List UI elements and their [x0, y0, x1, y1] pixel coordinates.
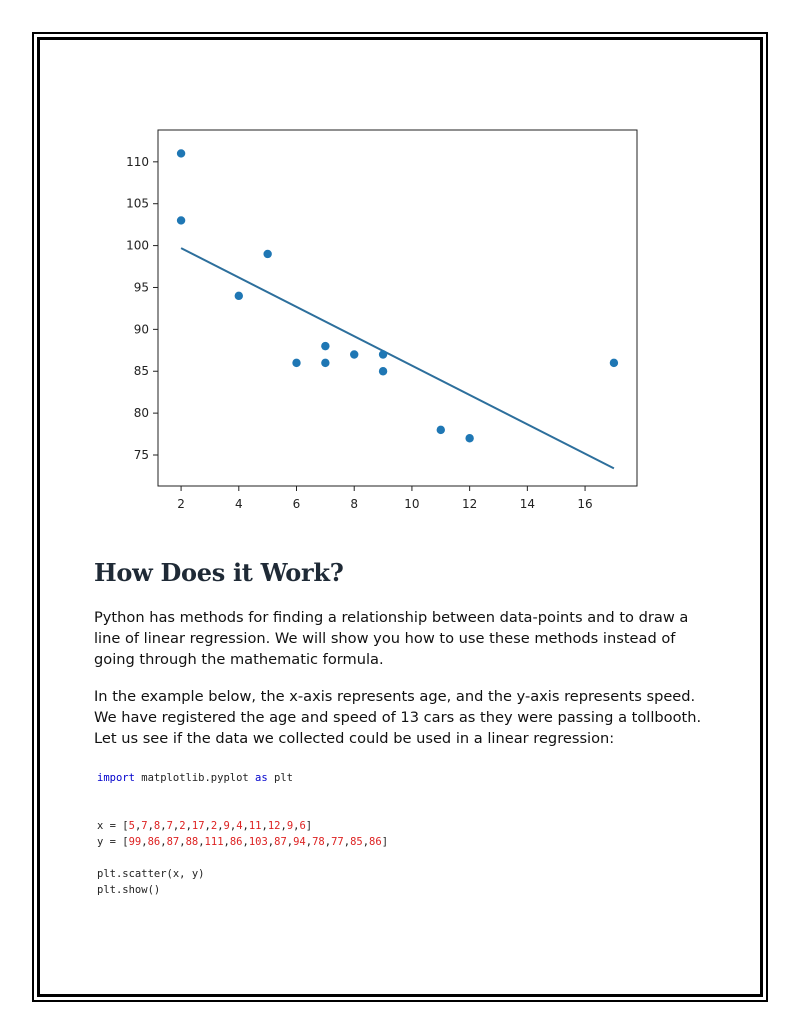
- code-y-number: 77: [331, 836, 344, 848]
- code-y-number: 87: [274, 836, 287, 848]
- y-tick-label: 105: [126, 196, 149, 211]
- x-tick-label: 8: [350, 497, 359, 511]
- code-line-x: x = [5,7,8,7,2,17,2,9,4,11,12,9,6]: [97, 820, 313, 832]
- x-tick-label: 10: [404, 497, 420, 511]
- code-y-number: 86: [147, 836, 161, 848]
- x-tick-label: 14: [519, 497, 535, 511]
- code-x-number: 9: [223, 820, 230, 832]
- example-paragraph: In the example below, the x-axis represents age, and the y-axis represents speed. We have registered the age and speed of 13 cars as they were passing a tollbooth. Let us see if the data we collected could be used in a linear regression:: [94, 688, 702, 747]
- code-y-prefix: y = [: [97, 836, 129, 848]
- data-point: [321, 342, 329, 350]
- data-point: [177, 216, 185, 224]
- code-x-number: 8: [153, 820, 161, 832]
- x-tick-label: 6: [292, 497, 301, 511]
- code-y-number: 78: [312, 836, 325, 848]
- y-tick-label: 100: [126, 238, 149, 253]
- code-x-number: 9: [286, 820, 294, 832]
- scatter-chart: [110, 120, 650, 520]
- y-tick-label: 95: [133, 280, 149, 295]
- data-point: [379, 350, 387, 358]
- code-y-number: 87: [166, 836, 180, 848]
- code-x-prefix: x = [: [97, 820, 129, 832]
- code-x-number: 7: [141, 820, 148, 832]
- x-tick-label: 16: [577, 497, 593, 511]
- code-x-number: 6: [299, 820, 306, 832]
- data-point: [350, 350, 358, 358]
- code-x-number: 2: [179, 820, 186, 832]
- code-y-number: 86: [229, 836, 243, 848]
- code-x-number: 4: [236, 820, 243, 832]
- code-module: matplotlib.pyplot: [134, 772, 256, 784]
- code-line-show: plt.show(): [97, 884, 161, 896]
- code-y-number: 85: [350, 836, 363, 848]
- data-point: [235, 292, 243, 300]
- data-point: [465, 434, 473, 442]
- intro-paragraph: Python has methods for finding a relationship between data-points and to draw a line of linear regression. We will show you how to use these methods instead of going through the mathematic formula.: [94, 609, 689, 668]
- data-point: [379, 367, 387, 375]
- data-point: [263, 250, 271, 258]
- code-y-number: 99: [128, 836, 142, 848]
- y-tick-label: 90: [133, 322, 149, 337]
- data-point: [321, 359, 329, 367]
- code-keyword: import: [97, 772, 135, 784]
- y-tick-label: 80: [133, 406, 149, 421]
- code-y-number: 88: [185, 836, 199, 848]
- x-tick-label: 2: [177, 497, 185, 511]
- x-tick-label: 12: [461, 497, 478, 511]
- code-line-import: [97, 770, 388, 786]
- code-keyword: as: [255, 772, 268, 784]
- code-block: [97, 770, 388, 898]
- code-alias: plt: [267, 772, 293, 784]
- code-y-number: 94: [293, 836, 306, 848]
- x-tick-label: 4: [234, 497, 243, 511]
- code-x-number: 12: [267, 820, 281, 832]
- data-point: [610, 359, 618, 367]
- code-line-y: y = [99,86,87,88,111,86,103,87,94,78,77,85,86]: [97, 836, 389, 848]
- code-y-number: 103: [248, 836, 268, 848]
- data-point: [177, 149, 185, 157]
- y-tick-label: 110: [126, 154, 149, 169]
- code-y-number: 86: [369, 836, 382, 848]
- code-x-number: 2: [210, 820, 218, 832]
- y-tick-label: 75: [133, 448, 149, 463]
- section-heading: How Does it Work?: [94, 558, 344, 587]
- data-point: [292, 359, 300, 367]
- code-x-number: 17: [191, 820, 205, 832]
- data-point: [437, 426, 445, 434]
- code-x-number: 7: [166, 820, 173, 832]
- y-tick-label: 85: [133, 364, 149, 379]
- code-y-number: 111: [204, 836, 224, 848]
- plot-frame: [158, 130, 637, 486]
- code-x-number: 11: [248, 820, 262, 832]
- code-x-number: 5: [128, 820, 135, 832]
- code-line-scatter: plt.scatter(x, y): [97, 868, 205, 880]
